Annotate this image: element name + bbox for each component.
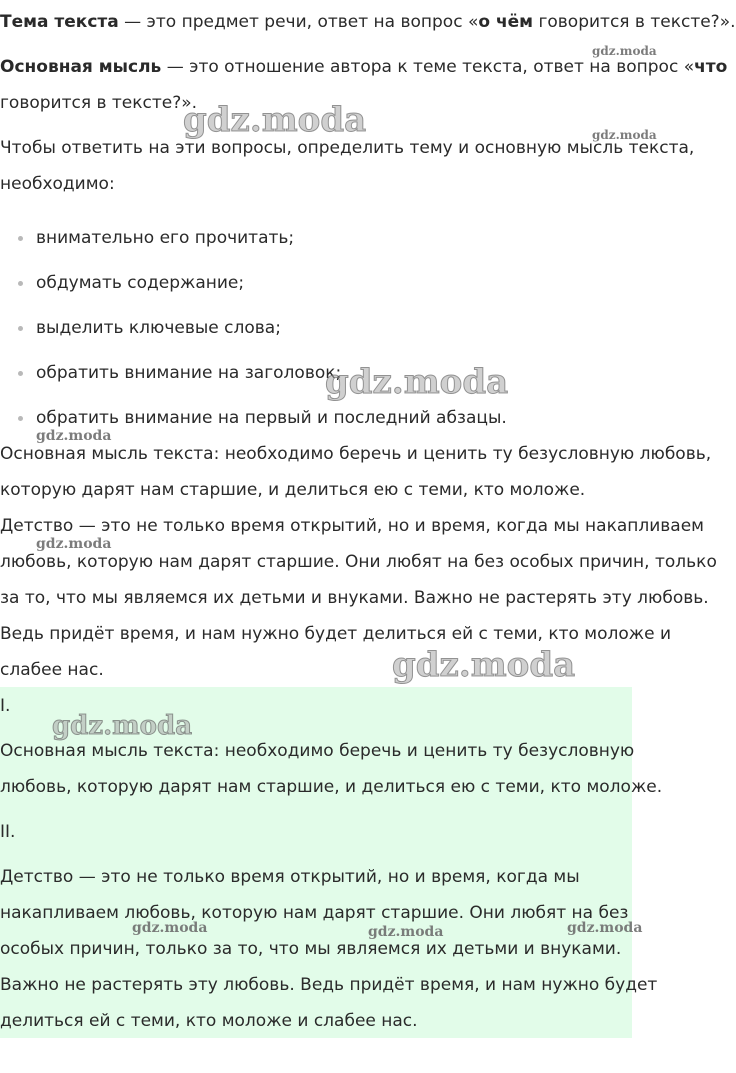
instructions-line1: Чтобы ответить на эти вопросы, определить тему и основную мысль текста, [0,138,695,158]
answer-line: Детство — это не только время открытий, но и время, когда мы накапливаем [0,516,705,536]
answer-box-line: Детство — это не только время открытий, но и время, когда мы [0,867,580,887]
idea-definition-cont: говорится в тексте?». [0,93,198,113]
topic-definition: Тема текста — это предмет речи, ответ на вопрос «о чём говорится в тексте?». [0,12,736,32]
idea-definition: Основная мысль — это отношение автора к теме текста, ответ на вопрос «что [0,57,728,77]
answer-line: которую дарят нам старшие, и делиться ею с теми, кто моложе. [0,480,586,500]
list-item: выделить ключевые слова; [36,318,281,338]
watermark: gdz.moda [183,100,367,140]
answer-line: слабее нас. [0,660,104,680]
answer-box-line: особых причин, только за то, что мы являемся их детьми и внуками. [0,939,622,959]
answer-box-line: накапливаем любовь, которую нам дарят старшие. Они любят на без [0,903,629,923]
topic-term: Тема текста [0,12,119,32]
list-item: обратить внимание на первый и последний абзацы. [36,408,507,428]
list-item: внимательно его прочитать; [36,228,295,248]
watermark: gdz.moda [567,920,643,936]
bullet-icon [18,281,23,286]
watermark: gdz.moda [592,44,657,58]
idea-term: Основная мысль [0,57,162,77]
answer-line: Основная мысль текста: необходимо беречь и ценить ту безусловную любовь, [0,444,712,464]
bullet-icon [18,326,23,331]
watermark: gdz.moda [592,128,657,142]
bullet-icon [18,416,23,421]
watermark: gdz.moda [392,645,576,685]
answer-box-line: делиться ей с теми, кто моложе и слабее нас. [0,1011,418,1031]
watermark: gdz.moda [36,428,112,444]
answer-line: за то, что мы являемся их детьми и внуками. Важно не растерять эту любовь. [0,588,709,608]
watermark: gdz.moda [52,711,193,741]
section-marker-2: II. [0,822,16,842]
answer-line: Ведь придёт время, и нам нужно будет делиться ей с теми, кто моложе и [0,624,672,644]
answer-line: любовь, которую нам дарят старшие. Они любят на без особых причин, только [0,552,717,572]
list-item: обдумать содержание; [36,273,245,293]
section-marker-1: I. [0,696,11,716]
answer-box-line: любовь, которую дарят нам старшие, и делиться ею с теми, кто моложе. [0,777,663,797]
watermark: gdz.moda [36,536,112,552]
watermark: gdz.moda [368,924,444,940]
instructions-line2: необходимо: [0,174,115,194]
watermark: gdz.moda [325,362,509,402]
list-item: обратить внимание на заголовок; [36,363,342,383]
answer-box-line: Основная мысль текста: необходимо беречь и ценить ту безусловную [0,741,635,761]
bullet-icon [18,371,23,376]
bullet-icon [18,236,23,241]
answer-box-line: Важно не растерять эту любовь. Ведь придёт время, и нам нужно будет [0,975,658,995]
watermark: gdz.moda [132,920,208,936]
